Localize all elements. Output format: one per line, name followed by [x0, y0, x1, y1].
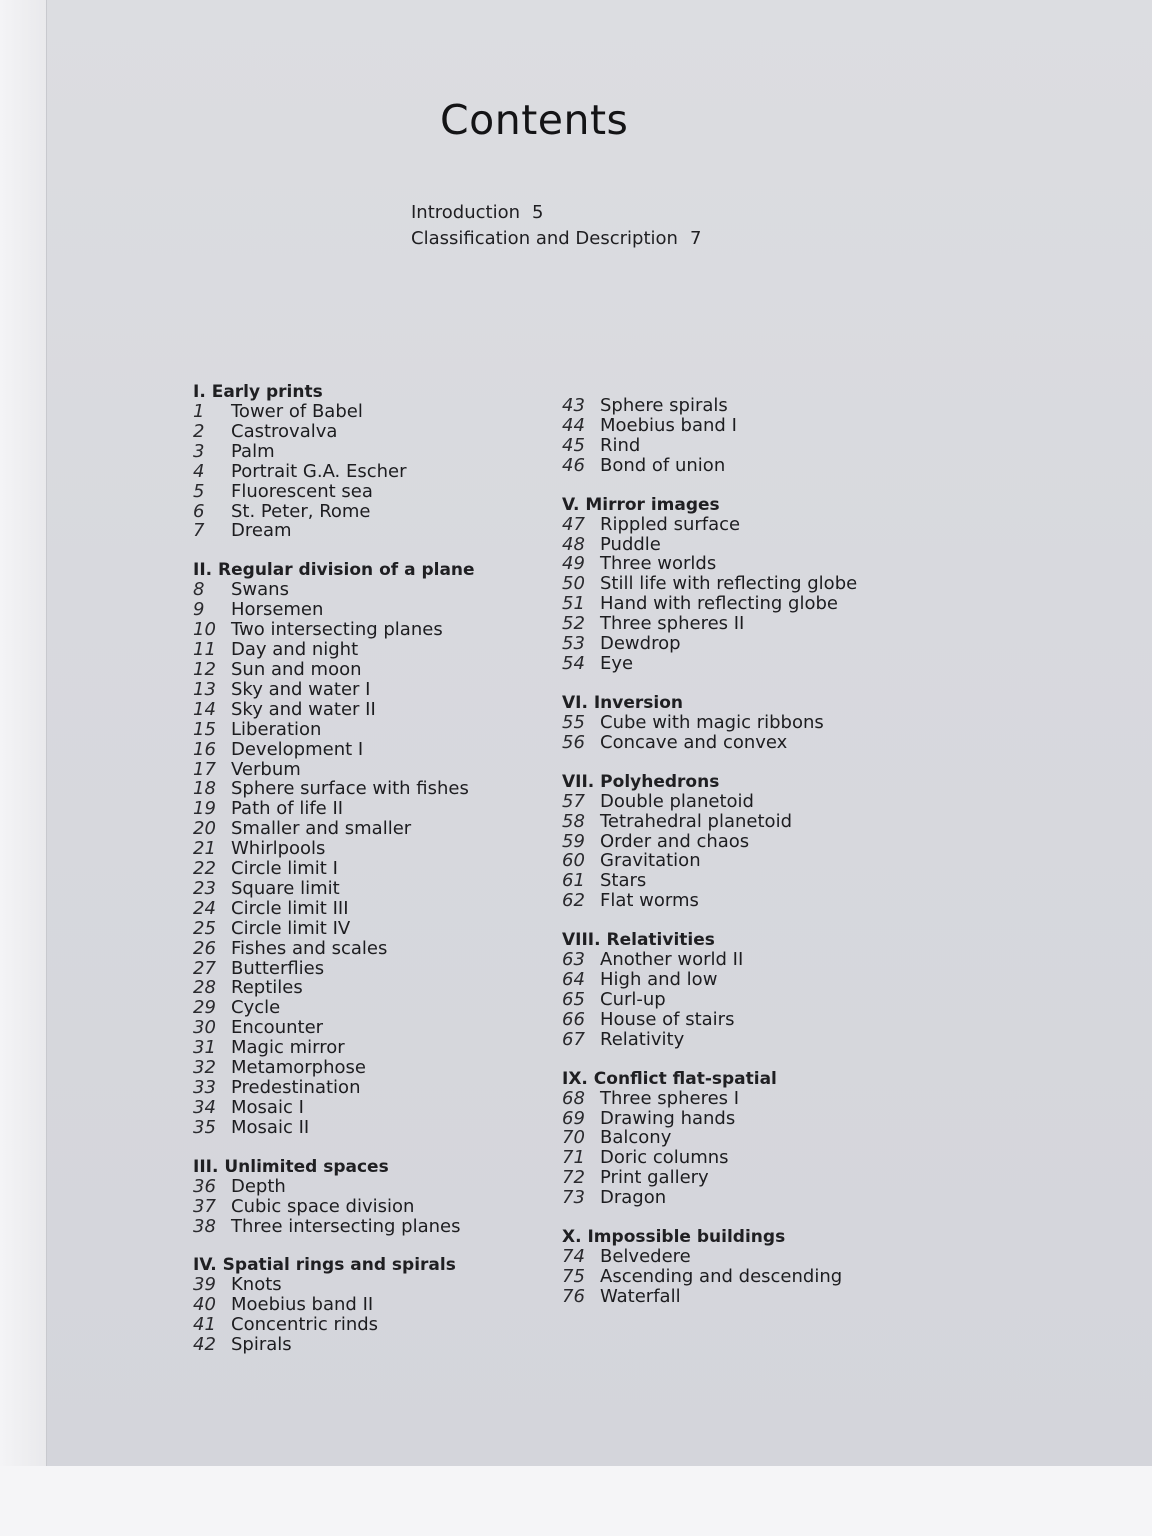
entry-title: Two intersecting planes [231, 619, 443, 641]
toc-entry [193, 640, 523, 660]
section-title: VIII. Relativities [562, 930, 715, 951]
toc-entry [193, 919, 523, 939]
entry-title: House of stairs [600, 1008, 735, 1030]
entry-title: Horsemen [231, 599, 324, 621]
entry-title: Path of life II [231, 798, 344, 820]
entry-number: 26 [193, 937, 216, 959]
section-title: X. Impossible buildings [562, 1227, 786, 1248]
entry-title: Concentric rinds [231, 1314, 379, 1336]
entry-title: Double planetoid [600, 790, 754, 812]
entry-number: 15 [193, 718, 216, 740]
entry-title: Circle limit III [231, 897, 349, 919]
section-title: VII. Polyhedrons [562, 771, 720, 792]
entry-title: Three intersecting planes [231, 1215, 461, 1237]
toc-entry [562, 812, 892, 832]
entry-title: Tetrahedral planetoid [600, 810, 792, 832]
entry-number: 54 [562, 652, 585, 674]
toc-entry [562, 535, 892, 555]
toc-entry [562, 1030, 892, 1050]
toc-entry [193, 859, 523, 879]
toc-entry [193, 442, 523, 462]
front-matter-list [411, 200, 701, 252]
toc-entry [193, 482, 523, 502]
entry-title: Ascending and descending [600, 1266, 843, 1287]
entry-title: Fluorescent sea [231, 480, 373, 502]
toc-entry [193, 839, 523, 859]
entry-title: Reptiles [231, 977, 303, 999]
entry-number: 31 [193, 1037, 216, 1059]
entry-title: Cube with magic ribbons [600, 711, 824, 733]
toc-entry [193, 1275, 523, 1295]
entry-number: 64 [562, 969, 585, 991]
toc-entry [562, 851, 892, 871]
section-title: V. Mirror images [562, 494, 720, 515]
entry-number: 43 [562, 395, 585, 416]
entry-number: 14 [193, 698, 216, 720]
entry-number: 48 [562, 533, 585, 555]
entry-number: 5 [193, 480, 205, 502]
toc-entry [193, 740, 523, 760]
entry-number: 8 [193, 579, 205, 601]
entry-title: Butterflies [231, 957, 325, 979]
toc-section [562, 930, 892, 1050]
entry-title: Spirals [231, 1334, 292, 1356]
toc-entry [193, 680, 523, 700]
toc-entry [562, 1089, 892, 1109]
entry-title: Dewdrop [600, 633, 681, 655]
entry-title: Dragon [600, 1187, 667, 1209]
entry-title: Predestination [231, 1077, 361, 1098]
front-matter-label: Classification and Description [411, 228, 678, 249]
entry-number: 57 [562, 790, 585, 812]
entry-number: 19 [193, 798, 216, 820]
entry-number: 39 [193, 1274, 216, 1296]
toc-entry [193, 521, 523, 541]
entry-number: 70 [562, 1127, 585, 1149]
entry-title: Doric columns [600, 1147, 729, 1169]
entry-number: 41 [193, 1314, 216, 1336]
toc-entry [193, 1018, 523, 1038]
entry-title: Eye [600, 652, 634, 674]
toc-entry [193, 998, 523, 1018]
entry-title: Castrovalva [231, 420, 338, 442]
toc-entry [193, 779, 523, 799]
front-matter-item [411, 226, 701, 252]
toc-entry [193, 502, 523, 522]
entry-number: 61 [562, 870, 585, 892]
entry-title: Dream [231, 520, 292, 542]
toc-entry [193, 1197, 523, 1217]
toc-entry [193, 760, 523, 780]
entry-title: Moebius band I [600, 414, 737, 436]
entry-title: Whirlpools [231, 838, 326, 860]
entry-number: 17 [193, 758, 216, 780]
entry-title: Order and chaos [600, 830, 750, 852]
entry-title: Knots [231, 1274, 282, 1296]
entry-number: 10 [193, 619, 216, 641]
entry-title: Puddle [600, 533, 661, 555]
toc-entry [193, 1098, 523, 1118]
toc-entry [193, 462, 523, 482]
section-title: IX. Conflict flat-spatial [562, 1068, 777, 1089]
toc-entry [193, 1217, 523, 1237]
entry-title: Stars [600, 870, 647, 892]
entry-number: 12 [193, 658, 216, 680]
toc-entry [562, 832, 892, 852]
section-title: II. Regular division of a plane [193, 560, 475, 581]
entry-number: 42 [193, 1334, 216, 1356]
section-title: IV. Spatial rings and spirals [193, 1255, 456, 1276]
toc-entry [562, 1287, 892, 1307]
entry-number: 53 [562, 633, 585, 655]
entry-number: 33 [193, 1077, 216, 1098]
entry-title: Three worlds [600, 553, 717, 575]
toc-entry [193, 620, 523, 640]
toc-entry [562, 950, 892, 970]
toc-right-column [562, 396, 892, 1326]
entry-title: Rind [600, 434, 641, 456]
entry-number: 18 [193, 778, 216, 800]
toc-entry [562, 1148, 892, 1168]
toc-entry [562, 554, 892, 574]
section-title: III. Unlimited spaces [193, 1156, 389, 1177]
front-matter-page: 7 [689, 228, 702, 249]
toc-entry [193, 1335, 523, 1355]
entry-title: Rippled surface [600, 513, 741, 535]
entry-number: 72 [562, 1167, 585, 1189]
toc-section [562, 1069, 892, 1208]
entry-number: 4 [193, 460, 205, 482]
entry-number: 37 [193, 1195, 216, 1217]
entry-title: Print gallery [600, 1167, 709, 1189]
entry-number: 49 [562, 553, 585, 575]
entry-number: 45 [562, 434, 585, 456]
toc-entry [193, 959, 523, 979]
entry-title: Smaller and smaller [231, 818, 412, 840]
entry-title: Development I [231, 738, 364, 760]
entry-title: Balcony [600, 1127, 672, 1149]
entry-title: Concave and convex [600, 731, 788, 753]
front-matter-label: Introduction [411, 202, 521, 223]
entry-number: 23 [193, 877, 216, 899]
entry-number: 29 [193, 997, 216, 1019]
entry-number: 73 [562, 1187, 585, 1209]
entry-title: Relativity [600, 1028, 685, 1050]
entry-title: Cubic space division [231, 1195, 415, 1217]
toc-entry [562, 436, 892, 456]
entry-number: 59 [562, 830, 585, 852]
entry-title: Day and night [231, 639, 359, 661]
entry-number: 51 [562, 593, 585, 615]
toc-section [193, 1157, 523, 1237]
toc-entry [193, 1038, 523, 1058]
entry-number: 9 [193, 599, 205, 621]
entry-title: Liberation [231, 718, 322, 740]
toc-entry [562, 594, 892, 614]
entry-number: 16 [193, 738, 216, 760]
entry-title: Drawing hands [600, 1107, 736, 1129]
page-edge [0, 0, 46, 1536]
entry-number: 28 [193, 977, 216, 999]
entry-title: Tower of Babel [231, 401, 363, 422]
entry-title: Cycle [231, 997, 281, 1019]
toc-entry [562, 614, 892, 634]
toc-section [193, 1255, 523, 1355]
toc-entry [562, 891, 892, 911]
toc-entry [193, 939, 523, 959]
entry-title: Flat worms [600, 890, 699, 912]
entry-number: 55 [562, 711, 585, 733]
toc-entry [562, 515, 892, 535]
entry-title: Hand with reflecting globe [600, 593, 838, 615]
toc-entry [562, 1267, 892, 1287]
entry-number: 22 [193, 858, 216, 880]
toc-entry [193, 1315, 523, 1335]
entry-title: Belvedere [600, 1246, 691, 1268]
entry-number: 47 [562, 513, 585, 535]
toc-section [193, 560, 523, 1137]
toc-entry [193, 580, 523, 600]
entry-title: Waterfall [600, 1285, 681, 1307]
entry-number: 69 [562, 1107, 585, 1129]
entry-title: Sky and water I [231, 678, 371, 700]
toc-entry [562, 871, 892, 891]
toc-section [562, 495, 892, 674]
entry-title: Palm [231, 440, 275, 462]
front-matter-page: 5 [532, 202, 544, 223]
entry-number: 65 [562, 988, 585, 1010]
entry-title: Still life with reflecting globe [600, 573, 858, 595]
entry-number: 21 [193, 838, 216, 860]
entry-number: 71 [562, 1147, 585, 1169]
entry-title: Three spheres II [600, 613, 745, 635]
entry-title: Sphere spirals [600, 395, 728, 416]
toc-entry [193, 720, 523, 740]
entry-number: 40 [193, 1294, 216, 1316]
entry-number: 76 [562, 1285, 585, 1307]
toc-entry [562, 1128, 892, 1148]
toc-entry [562, 990, 892, 1010]
toc-entry [193, 899, 523, 919]
toc-entry [562, 456, 892, 476]
entry-number: 13 [193, 678, 216, 700]
entry-number: 11 [193, 639, 216, 661]
entry-title: Gravitation [600, 850, 701, 872]
entry-title: Circle limit I [231, 858, 338, 880]
entry-number: 68 [562, 1087, 585, 1109]
entry-title: Curl-up [600, 988, 666, 1010]
toc-entry [562, 713, 892, 733]
entry-number: 62 [562, 890, 585, 912]
entry-title: Mosaic II [231, 1116, 310, 1138]
toc-entry [562, 654, 892, 674]
toc-entry [562, 1168, 892, 1188]
entry-number: 56 [562, 731, 585, 753]
entry-number: 1 [193, 401, 205, 422]
toc-entry [562, 792, 892, 812]
entry-title: Encounter [231, 1017, 324, 1039]
toc-entry [193, 879, 523, 899]
entry-title: Sphere surface with fishes [231, 778, 469, 800]
toc-entry [193, 422, 523, 442]
entry-number: 50 [562, 573, 585, 595]
entry-title: Bond of union [600, 454, 726, 476]
toc-entry [193, 1058, 523, 1078]
toc-entry [193, 1295, 523, 1315]
entry-title: Sun and moon [231, 658, 362, 680]
entry-number: 24 [193, 897, 216, 919]
entry-title: Another world II [600, 949, 744, 971]
entry-number: 35 [193, 1116, 216, 1138]
entry-title: Magic mirror [231, 1037, 345, 1059]
entry-number: 44 [562, 414, 585, 436]
entry-number: 67 [562, 1028, 585, 1050]
entry-title: Depth [231, 1175, 286, 1197]
section-title: I. Early prints [193, 382, 323, 402]
entry-number: 7 [193, 520, 205, 542]
toc-section [562, 693, 892, 753]
toc-entry [193, 1177, 523, 1197]
entry-title: Circle limit IV [231, 917, 351, 939]
toc-section [193, 382, 523, 541]
entry-number: 66 [562, 1008, 585, 1030]
entry-title: Swans [231, 579, 289, 601]
toc-entry [193, 402, 523, 422]
entry-number: 34 [193, 1096, 216, 1118]
entry-number: 58 [562, 810, 585, 832]
toc-entry [193, 700, 523, 720]
entry-number: 25 [193, 917, 216, 939]
toc-entry [562, 1247, 892, 1267]
entry-title: Mosaic I [231, 1096, 304, 1118]
toc-entry [562, 396, 892, 416]
entry-number: 74 [562, 1246, 585, 1268]
toc-entry [562, 733, 892, 753]
entry-number: 63 [562, 949, 585, 971]
toc-entry [562, 574, 892, 594]
toc-section [562, 396, 892, 476]
entry-number: 32 [193, 1057, 216, 1079]
toc-entry [193, 600, 523, 620]
toc-left-column [193, 382, 523, 1374]
page-bottom-edge [0, 1466, 1152, 1536]
entry-number: 30 [193, 1017, 216, 1039]
entry-number: 60 [562, 850, 585, 872]
toc-section [562, 1227, 892, 1307]
toc-entry [562, 1188, 892, 1208]
toc-entry [562, 416, 892, 436]
entry-number: 52 [562, 613, 585, 635]
toc-entry [193, 1118, 523, 1138]
page-title: Contents [440, 96, 629, 144]
entry-title: Portrait G.A. Escher [231, 460, 407, 482]
entry-title: High and low [600, 969, 718, 991]
toc-entry [562, 634, 892, 654]
entry-title: St. Peter, Rome [231, 500, 371, 522]
toc-entry [562, 1109, 892, 1129]
entry-number: 46 [562, 454, 585, 476]
entry-number: 6 [193, 500, 205, 522]
entry-number: 38 [193, 1215, 216, 1237]
toc-entry [193, 799, 523, 819]
toc-entry [193, 1078, 523, 1098]
toc-section [562, 772, 892, 911]
entry-number: 36 [193, 1175, 216, 1197]
front-matter-item [411, 200, 701, 226]
entry-title: Three spheres I [600, 1087, 740, 1109]
entry-number: 27 [193, 957, 216, 979]
entry-number: 2 [193, 420, 205, 442]
toc-entry [562, 970, 892, 990]
entry-title: Square limit [231, 877, 340, 899]
entry-number: 75 [562, 1266, 585, 1287]
entry-number: 3 [193, 440, 205, 462]
entry-title: Sky and water II [231, 698, 376, 720]
toc-entry [193, 660, 523, 680]
section-title: VI. Inversion [562, 692, 684, 713]
entry-title: Moebius band II [231, 1294, 374, 1316]
toc-entry [193, 978, 523, 998]
entry-title: Fishes and scales [231, 937, 388, 959]
toc-entry [193, 819, 523, 839]
toc-entry [562, 1010, 892, 1030]
entry-number: 20 [193, 818, 216, 840]
entry-title: Metamorphose [231, 1057, 366, 1079]
entry-title: Verbum [231, 758, 301, 780]
